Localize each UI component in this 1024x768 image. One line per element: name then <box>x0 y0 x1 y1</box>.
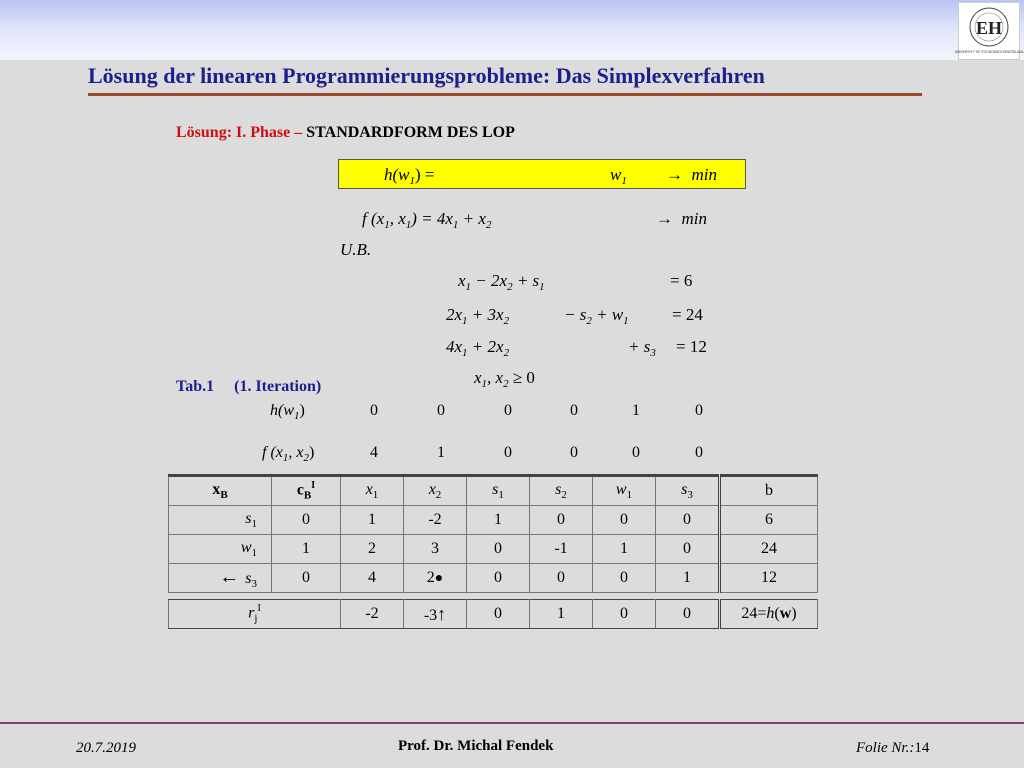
rj-label: $r_j^I$ <box>169 600 341 629</box>
footer-divider <box>0 722 1024 724</box>
arrow-right-icon: → <box>656 209 673 228</box>
table-cell: 12 <box>720 564 818 593</box>
footer-date: 20.7.2019 <box>76 740 136 756</box>
constraint-3-slack: + $s_3$ <box>628 337 656 359</box>
table-cell: -2 <box>404 506 467 535</box>
header-cb: $c_B^I$ <box>272 476 341 506</box>
header-x1: $x_1$ <box>341 476 404 506</box>
table-cell: 1 <box>593 535 656 564</box>
simplex-tableau <box>168 474 818 629</box>
reduced-cost-row <box>169 600 818 629</box>
objective-value: 24=h(w) <box>720 600 818 629</box>
header-s2: $s_2$ <box>530 476 593 506</box>
h-coef: 0 <box>504 402 512 419</box>
entering-cell: -3↑ <box>404 600 467 629</box>
table-cell: 0 <box>593 564 656 593</box>
table-cell: 1 <box>341 506 404 535</box>
f-coef: 1 <box>437 444 445 461</box>
f-objective-min: → min <box>656 209 707 228</box>
university-logo <box>954 2 1024 60</box>
f-coef-label: f ($x_1$, $x_2$) <box>262 444 315 464</box>
page-title: Lösung der linearen Programmierungsprobleme: Das Simplexverfahren <box>88 63 765 88</box>
table-row <box>169 564 818 593</box>
table-cell: 1 <box>656 564 720 593</box>
h-coef-label: $h(w_1)$ <box>270 402 305 422</box>
logo-emblem-icon <box>954 3 1024 59</box>
f-objective: f ($x_1$, $x_1) = 4x_1 + x_2$ <box>362 209 492 231</box>
table-cell: 0 <box>656 506 720 535</box>
constraint-2-lhs: $2x_1 + 3x_2$ <box>446 305 510 327</box>
constraint-1-lhs: $x_1 - 2x_2 + s_1$ <box>458 271 545 293</box>
table-row <box>169 506 818 535</box>
arrow-left-icon: ← <box>219 566 240 588</box>
header-w1: $w_1$ <box>593 476 656 506</box>
table-header-row <box>169 476 818 506</box>
basis-var: $s_1$ <box>169 506 272 535</box>
constraint-3-rhs: = 12 <box>676 337 707 356</box>
nonnegativity: $x_1$, $x_2 \ge 0$ <box>474 368 535 390</box>
table-cell: 3 <box>404 535 467 564</box>
tableau-label: Tab.1 (1. Iteration) <box>176 378 322 395</box>
phase-label: Lösung: I. Phase – <box>176 124 303 141</box>
footer-slide-number: Folie Nr.:14 <box>856 740 930 756</box>
table-cell: -2 <box>341 600 404 629</box>
h-coef: 1 <box>632 402 640 419</box>
h-objective-min: → min <box>666 165 717 184</box>
table-cell: 0 <box>467 535 530 564</box>
table-cell: 0 <box>593 600 656 629</box>
header-s1: $s_1$ <box>467 476 530 506</box>
table-cell: 0 <box>530 506 593 535</box>
logo-text: UNIVERSITY OF ECONOMICS BRATISLAVA <box>954 50 1024 54</box>
constraint-1-rhs: = 6 <box>670 271 693 290</box>
title-divider <box>88 93 922 96</box>
h-coef: 0 <box>695 402 703 419</box>
pivot-dot-icon: ● <box>434 571 444 586</box>
table-cell: 0 <box>656 535 720 564</box>
table-row <box>169 535 818 564</box>
table-cell: 0 <box>530 564 593 593</box>
basis-var: $w_1$ <box>169 535 272 564</box>
pivot-cell: 2● <box>404 564 467 593</box>
phase-title: STANDARDFORM DES LOP <box>302 124 515 141</box>
h-coef: 0 <box>570 402 578 419</box>
table-cell: 0 <box>593 506 656 535</box>
svg-text:EH: EH <box>975 18 1003 38</box>
header-band <box>0 0 1024 60</box>
table-cell: 24 <box>720 535 818 564</box>
footer-author: Prof. Dr. Michal Fendek <box>398 738 554 754</box>
table-cell: 6 <box>720 506 818 535</box>
arrow-up-icon: ↑ <box>437 603 447 624</box>
table-cell: -1 <box>530 535 593 564</box>
header-b: b <box>720 476 818 506</box>
table-cell: 0 <box>272 506 341 535</box>
constraint-3-lhs: $4x_1 + 2x_2$ <box>446 337 510 359</box>
f-coef: 0 <box>632 444 640 461</box>
f-coef: 0 <box>695 444 703 461</box>
phase-subtitle <box>176 124 515 142</box>
h-objective-lhs: $h(w_1)$ = <box>384 165 435 187</box>
table-cell: 0 <box>656 600 720 629</box>
f-coef: 0 <box>504 444 512 461</box>
h-objective-var: $w_1$ <box>610 165 627 187</box>
table-cell: 0 <box>272 564 341 593</box>
constraint-2-rhs: = 24 <box>672 305 703 324</box>
basis-var: ← $s_3$ <box>169 564 272 593</box>
table-cell: 1 <box>467 506 530 535</box>
h-coef: 0 <box>370 402 378 419</box>
header-x2: $x_2$ <box>404 476 467 506</box>
constraints-label: U.B. <box>340 240 372 259</box>
h-coef: 0 <box>437 402 445 419</box>
constraint-2-slack: − $s_2 + w_1$ <box>564 305 629 327</box>
table-cell: 0 <box>467 564 530 593</box>
table-gap <box>169 593 818 600</box>
table-cell: 4 <box>341 564 404 593</box>
table-cell: 1 <box>530 600 593 629</box>
f-coef: 4 <box>370 444 378 461</box>
table-cell: 1 <box>272 535 341 564</box>
header-s3: $s_3$ <box>656 476 720 506</box>
table-cell: 2 <box>341 535 404 564</box>
f-coef: 0 <box>570 444 578 461</box>
arrow-right-icon: → <box>666 165 683 184</box>
header-xb: $x_B$ <box>169 476 272 506</box>
table-cell: 0 <box>467 600 530 629</box>
